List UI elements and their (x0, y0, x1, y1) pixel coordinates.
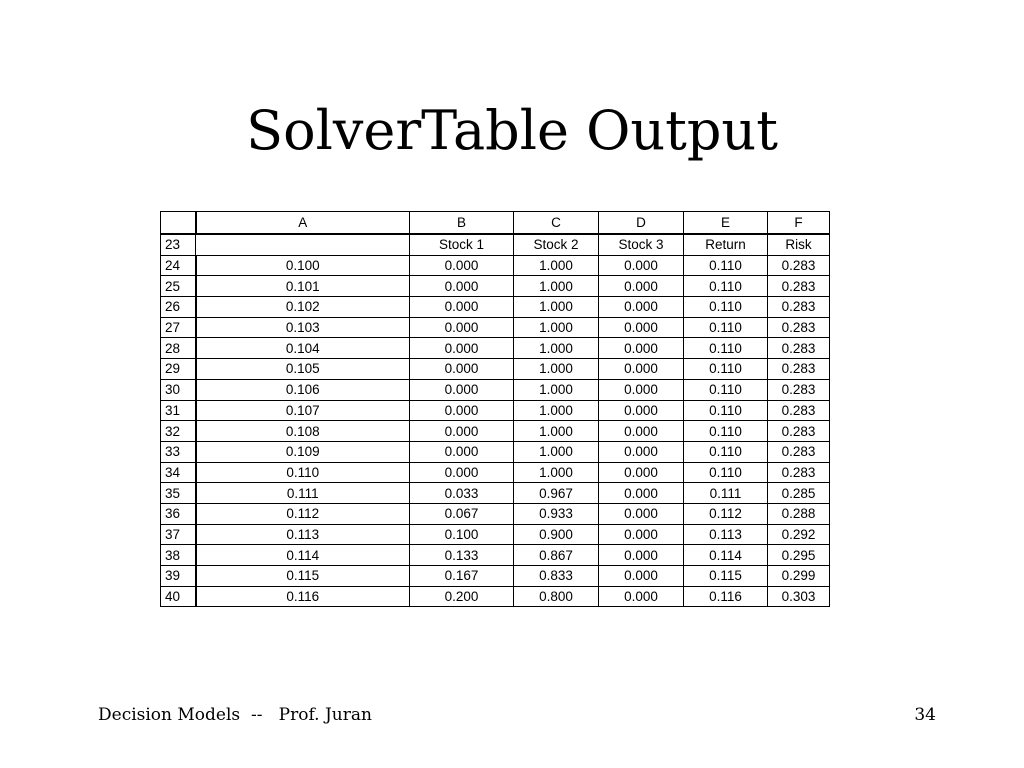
table-cell: 0.000 (599, 524, 684, 545)
table-cell: 0.113 (684, 524, 768, 545)
table-cell: 0.110 (684, 317, 768, 338)
table-cell: 0.110 (684, 379, 768, 400)
table-cell: 0.000 (410, 359, 514, 380)
table-cell: 1.000 (514, 359, 599, 380)
row-number: 37 (161, 524, 196, 545)
table-cell: 0.867 (514, 545, 599, 566)
table-cell: 0.000 (599, 359, 684, 380)
column-letter-b: B (410, 212, 514, 235)
table-row (161, 359, 830, 380)
table-row (161, 462, 830, 483)
table-cell: 0.116 (684, 586, 768, 607)
table-row (161, 503, 830, 524)
table-cell: 0.000 (599, 297, 684, 318)
table-cell: 0.000 (599, 379, 684, 400)
table-cell: 0.000 (410, 421, 514, 442)
table-row (161, 524, 830, 545)
table-cell: 0.106 (196, 379, 410, 400)
table-cell: 1.000 (514, 317, 599, 338)
row-number: 32 (161, 421, 196, 442)
table-cell: 1.000 (514, 276, 599, 297)
table-cell: 0.067 (410, 503, 514, 524)
row-number: 36 (161, 503, 196, 524)
table-cell: 1.000 (514, 338, 599, 359)
column-header: Stock 1 (410, 234, 514, 255)
table-cell: 0.102 (196, 297, 410, 318)
column-header: Risk (768, 234, 830, 255)
table-cell: 0.292 (768, 524, 830, 545)
column-header: Return (684, 234, 768, 255)
table-row (161, 400, 830, 421)
table-cell: 0.167 (410, 566, 514, 587)
table-cell: 1.000 (514, 441, 599, 462)
table-row (161, 441, 830, 462)
table-cell: 0.295 (768, 545, 830, 566)
table-cell: 0.283 (768, 317, 830, 338)
table-cell: 0.000 (410, 338, 514, 359)
column-letter-a: A (196, 212, 410, 235)
table-cell: 0.000 (410, 297, 514, 318)
row-number: 29 (161, 359, 196, 380)
table-cell: 0.000 (410, 255, 514, 276)
table-cell: 0.000 (599, 483, 684, 504)
table-cell: 0.114 (684, 545, 768, 566)
column-letter-row (161, 212, 830, 235)
table-cell: 1.000 (514, 379, 599, 400)
table-cell: 0.000 (410, 400, 514, 421)
table-cell: 0.107 (196, 400, 410, 421)
table-cell: 0.933 (514, 503, 599, 524)
table-cell: 0.110 (684, 462, 768, 483)
table-cell: 0.109 (196, 441, 410, 462)
row-number: 26 (161, 297, 196, 318)
table-cell: 0.000 (410, 317, 514, 338)
table-cell: 0.000 (410, 276, 514, 297)
table-cell: 0.967 (514, 483, 599, 504)
table-cell: 0.110 (196, 462, 410, 483)
column-letter-d: D (599, 212, 684, 235)
row-number: 23 (161, 234, 196, 255)
column-letter-c: C (514, 212, 599, 235)
table-row (161, 297, 830, 318)
table-cell: 0.114 (196, 545, 410, 566)
table-cell: 1.000 (514, 297, 599, 318)
table-row (161, 255, 830, 276)
table-cell: 0.283 (768, 400, 830, 421)
table-cell: 0.101 (196, 276, 410, 297)
table-cell: 0.000 (599, 545, 684, 566)
table-cell: 0.110 (684, 421, 768, 442)
table-cell: 0.110 (684, 255, 768, 276)
table-cell: 1.000 (514, 421, 599, 442)
table-cell: 0.115 (196, 566, 410, 587)
table-cell: 0.833 (514, 566, 599, 587)
table-cell: 0.110 (684, 297, 768, 318)
table-cell: 0.000 (599, 338, 684, 359)
table-cell: 0.111 (684, 483, 768, 504)
table-row (161, 545, 830, 566)
table-cell: 0.000 (599, 566, 684, 587)
table-header-row (161, 234, 830, 255)
table-row (161, 276, 830, 297)
table-cell: 0.110 (684, 276, 768, 297)
table-cell: 0.100 (196, 255, 410, 276)
row-number: 25 (161, 276, 196, 297)
table-cell: 1.000 (514, 400, 599, 421)
table-row (161, 483, 830, 504)
table-cell: 0.000 (599, 503, 684, 524)
table-cell: 0.000 (599, 462, 684, 483)
table-cell: 0.110 (684, 359, 768, 380)
row-number: 34 (161, 462, 196, 483)
column-header: Stock 3 (599, 234, 684, 255)
table-row (161, 421, 830, 442)
table-cell: 0.133 (410, 545, 514, 566)
table-row (161, 338, 830, 359)
column-header (196, 234, 410, 255)
table-cell: 0.110 (684, 441, 768, 462)
table-cell: 0.108 (196, 421, 410, 442)
table-cell: 0.000 (599, 276, 684, 297)
table-cell: 0.115 (684, 566, 768, 587)
table-cell: 0.200 (410, 586, 514, 607)
table-cell: 0.283 (768, 379, 830, 400)
table-cell: 0.283 (768, 441, 830, 462)
row-number: 40 (161, 586, 196, 607)
table-cell: 0.283 (768, 359, 830, 380)
table-row (161, 317, 830, 338)
table-cell: 0.000 (599, 421, 684, 442)
table-row (161, 586, 830, 607)
table-cell: 0.288 (768, 503, 830, 524)
column-letter-e: E (684, 212, 768, 235)
table-cell: 0.116 (196, 586, 410, 607)
table-cell: 0.283 (768, 462, 830, 483)
table-cell: 0.103 (196, 317, 410, 338)
table-cell: 0.112 (196, 503, 410, 524)
table-cell: 1.000 (514, 255, 599, 276)
table-cell: 0.105 (196, 359, 410, 380)
table-row (161, 379, 830, 400)
row-number: 39 (161, 566, 196, 587)
table-cell: 0.000 (599, 400, 684, 421)
table-cell: 0.112 (684, 503, 768, 524)
row-number: 27 (161, 317, 196, 338)
table-cell: 0.900 (514, 524, 599, 545)
row-number: 30 (161, 379, 196, 400)
table-cell: 0.299 (768, 566, 830, 587)
table-cell: 0.110 (684, 400, 768, 421)
table-cell: 1.000 (514, 462, 599, 483)
table-cell: 0.104 (196, 338, 410, 359)
row-number: 35 (161, 483, 196, 504)
corner-cell (161, 212, 196, 235)
table-cell: 0.000 (599, 586, 684, 607)
table-cell: 0.100 (410, 524, 514, 545)
row-number: 38 (161, 545, 196, 566)
spreadsheet-image (160, 211, 830, 607)
table-cell: 0.000 (410, 441, 514, 462)
column-header: Stock 2 (514, 234, 599, 255)
table-cell: 0.000 (599, 441, 684, 462)
table-cell: 0.033 (410, 483, 514, 504)
table-cell: 0.283 (768, 421, 830, 442)
table-cell: 0.283 (768, 297, 830, 318)
table-cell: 0.000 (599, 317, 684, 338)
table-cell: 0.283 (768, 255, 830, 276)
table-cell: 0.000 (410, 462, 514, 483)
table-cell: 0.000 (599, 255, 684, 276)
slide-title: SolverTable Output (246, 99, 778, 162)
table-cell: 0.800 (514, 586, 599, 607)
row-number: 24 (161, 255, 196, 276)
footer-text: Decision Models -- Prof. Juran (98, 705, 372, 725)
table-cell: 0.283 (768, 276, 830, 297)
table-cell: 0.000 (410, 379, 514, 400)
column-letter-f: F (768, 212, 830, 235)
table-cell: 0.113 (196, 524, 410, 545)
table-cell: 0.110 (684, 338, 768, 359)
row-number: 33 (161, 441, 196, 462)
table-cell: 0.285 (768, 483, 830, 504)
table-row (161, 566, 830, 587)
solvertable-output-table (160, 211, 830, 607)
table-cell: 0.283 (768, 338, 830, 359)
row-number: 31 (161, 400, 196, 421)
row-number: 28 (161, 338, 196, 359)
table-cell: 0.303 (768, 586, 830, 607)
table-cell: 0.111 (196, 483, 410, 504)
page-number: 34 (914, 705, 936, 725)
